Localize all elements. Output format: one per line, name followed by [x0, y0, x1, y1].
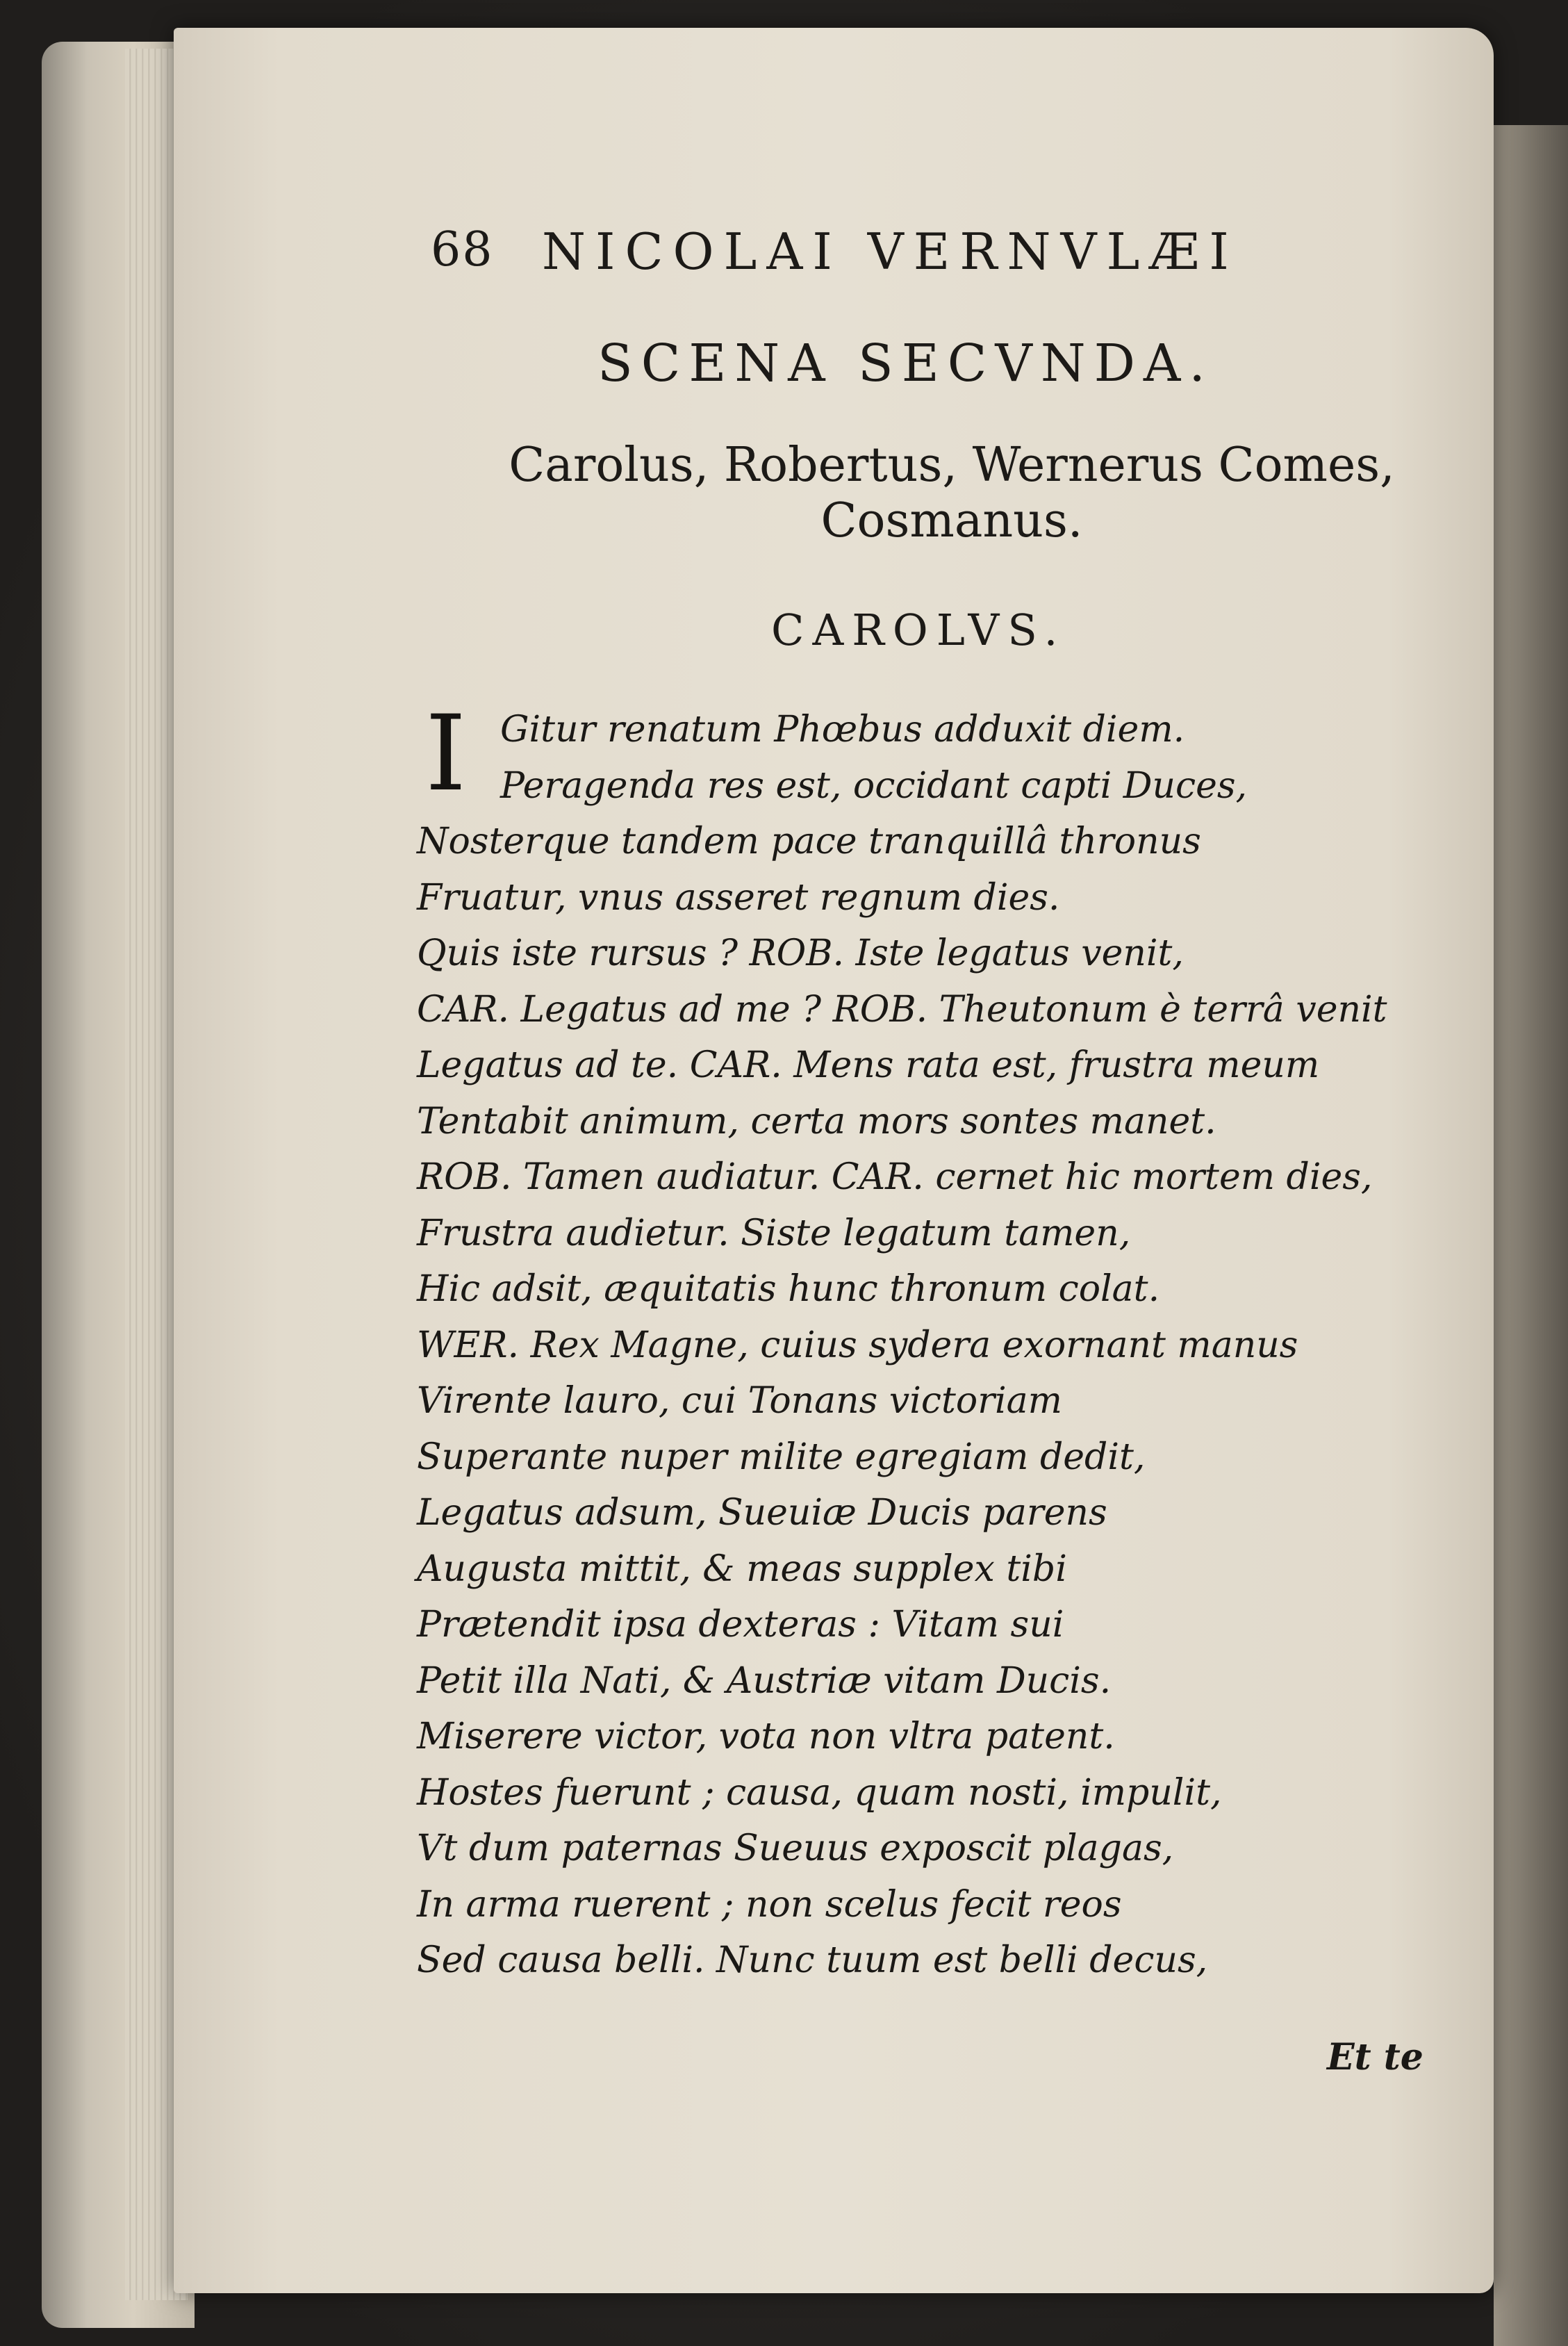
verse-line: Vt dum paternas Sueuus exposcit plagas,	[417, 1828, 1174, 1869]
verse-line: In arma ruerent ; non scelus fecit reos	[417, 1883, 1122, 1926]
verse-line: Peragenda res est, occidant capti Duces,	[500, 764, 1248, 807]
character-line: Carolus, Robertus, Wernerus Comes,	[509, 438, 1395, 493]
verse-line: Miserere victor, vota non vltra patent.	[417, 1716, 1115, 1757]
drop-cap: I	[425, 694, 467, 814]
speaker-heading: CAROLVS.	[771, 605, 1066, 655]
character-line: Cosmanus.	[820, 493, 1083, 548]
verse-line: WER. Rex Magne, cuius sydera exornant manus	[417, 1324, 1298, 1366]
verse-line: Fruatur, vnus asseret regnum dies.	[417, 876, 1060, 919]
catchword: Et te	[1327, 2036, 1423, 2078]
verse-line: Nosterque tandem pace tranquillâ thronus	[417, 821, 1201, 862]
verse-line: Prætendit ipsa dexteras : Vitam sui	[417, 1604, 1064, 1646]
facing-page-edge	[1494, 125, 1568, 2346]
verse-line: Petit illa Nati, & Austriæ vitam Ducis.	[417, 1659, 1112, 1702]
verse-line: Gitur renatum Phœbus adduxit diem.	[500, 709, 1185, 750]
verse-block	[417, 694, 1431, 1989]
verse-line: CAR. Legatus ad me ? ROB. Theutonum è terrâ venit	[417, 988, 1387, 1031]
scene-title: SCENA SECVNDA.	[597, 334, 1214, 393]
verse-line: Sed causa belli. Nunc tuum est belli decus,	[417, 1939, 1208, 1981]
verse-line: Frustra audietur. Siste legatum tamen,	[417, 1212, 1131, 1254]
verse-line: Hostes fuerunt ; causa, quam nosti, impulit,	[417, 1771, 1222, 1814]
verse-line: Virente lauro, cui Tonans victoriam	[417, 1380, 1062, 1422]
verse-line: Legatus ad te. CAR. Mens rata est, frustra meum	[417, 1044, 1320, 1086]
verse-line: ROB. Tamen audiatur. CAR. cernet hic mortem dies,	[417, 1156, 1373, 1198]
character-list	[486, 438, 1417, 549]
verse-line: Quis iste rursus ? ROB. Iste legatus venit,	[417, 933, 1184, 974]
page-header	[431, 222, 1403, 299]
page-number: 68	[431, 222, 494, 277]
running-title: NICOLAI VERNVLÆI	[542, 222, 1239, 281]
verse-line: Legatus adsum, Sueuiæ Ducis parens	[417, 1492, 1107, 1534]
verse-line: Hic adsit, æquitatis hunc thronum colat.	[417, 1268, 1160, 1310]
verse-line: Tentabit animum, certa mors sontes manet.	[417, 1100, 1216, 1142]
verse-line: Augusta mittit, & meas supplex tibi	[417, 1548, 1067, 1590]
verse-line: Superante nuper milite egregiam dedit,	[417, 1436, 1146, 1478]
